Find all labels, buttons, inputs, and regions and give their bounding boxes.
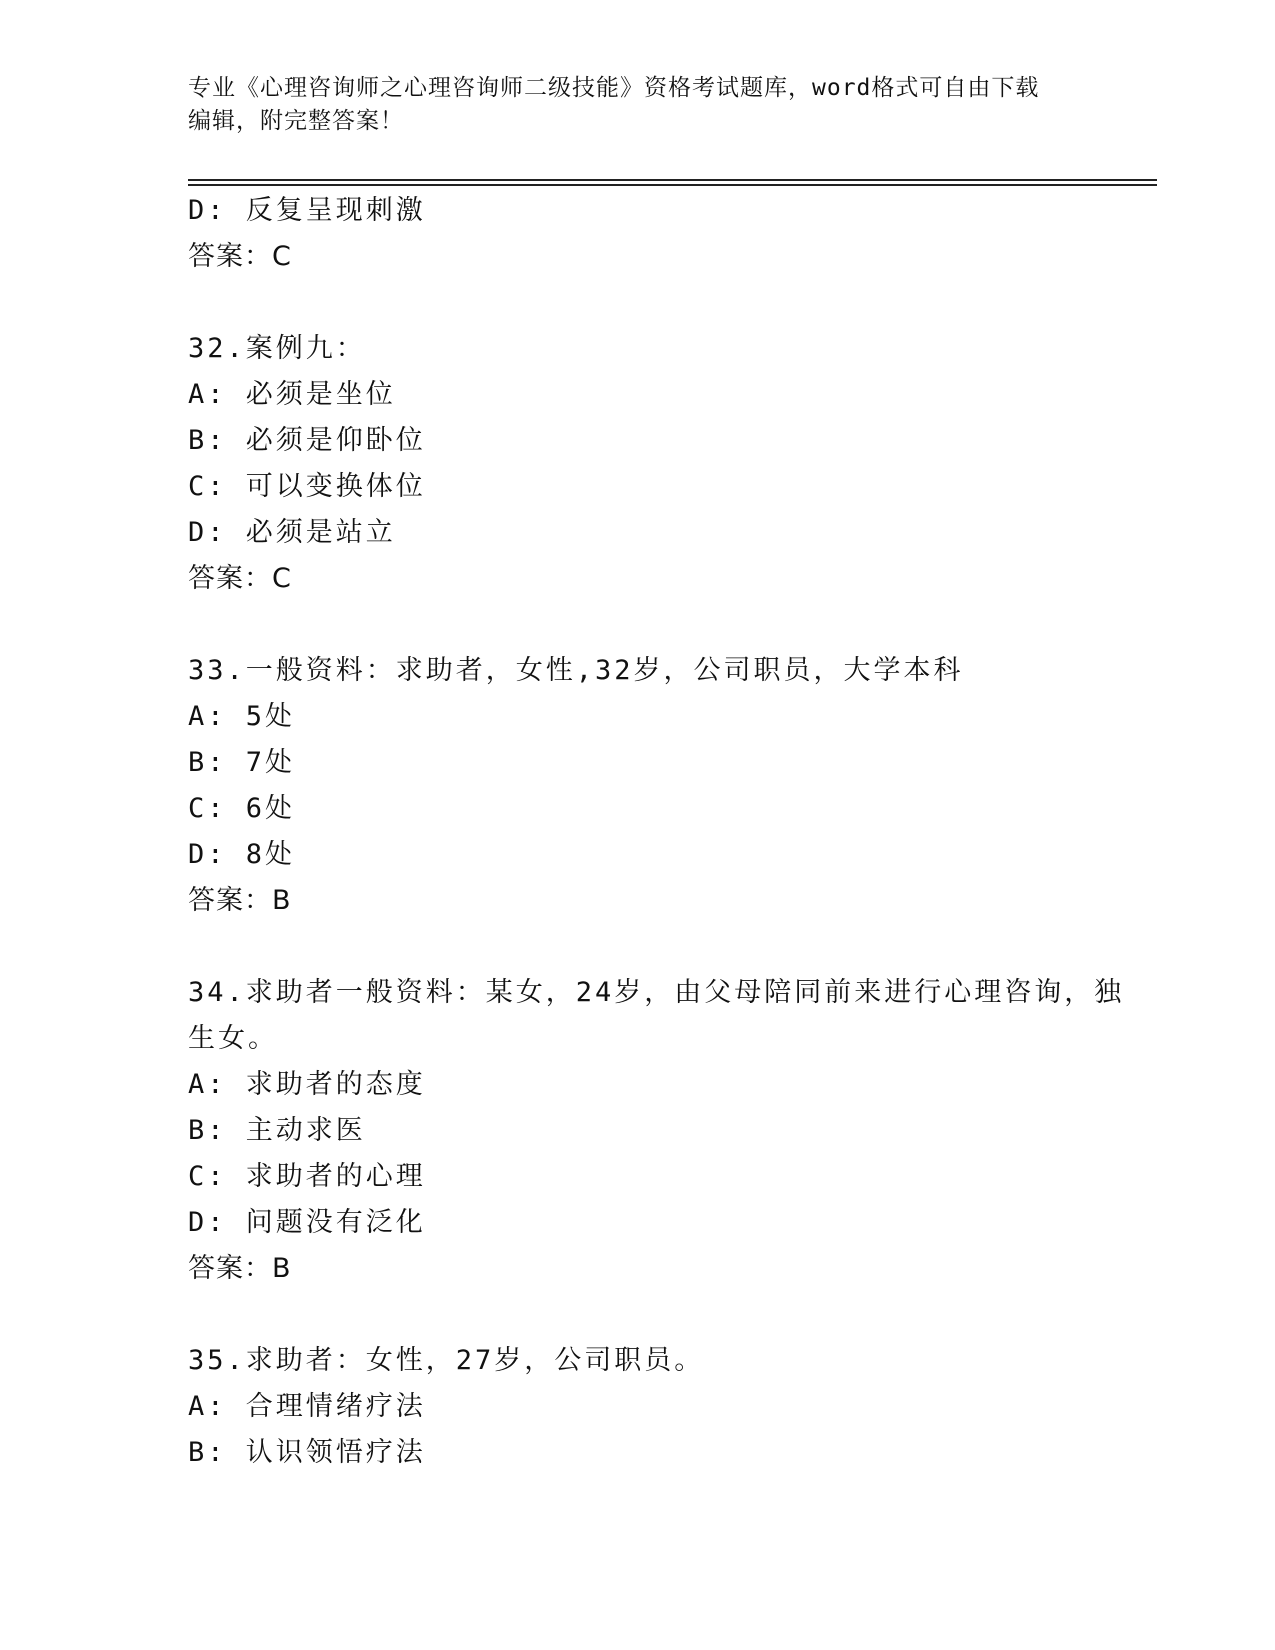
header-line-1: 专业《心理咨询师之心理咨询师二级技能》资格考试题库，word格式可自由下载: [188, 75, 1040, 101]
document-header: [188, 72, 1068, 138]
question-stem: 35.求助者：女性，27岁，公司职员。: [188, 1345, 705, 1376]
option-c: C: 求助者的心理: [188, 1161, 426, 1192]
option-a: A: 5处: [188, 701, 296, 732]
option-b: B: 7处: [188, 747, 296, 778]
option-c: C: 可以变换体位: [188, 471, 426, 502]
option-d: D: 问题没有泛化: [188, 1207, 426, 1238]
question-stem: 32.案例九：: [188, 333, 366, 364]
option-a: A: 求助者的态度: [188, 1069, 426, 1100]
option-b: B: 认识领悟疗法: [188, 1437, 426, 1468]
answer-line: 答案：C: [188, 241, 292, 272]
question-35: [188, 1338, 1088, 1476]
question-stem-line-1: 34.求助者一般资料：某女，24岁，由父母陪同前来进行心理咨询，独: [188, 977, 1125, 1008]
answer-line: 答案：B: [188, 885, 292, 916]
option-a: A: 合理情绪疗法: [188, 1391, 426, 1422]
header-divider-top: [188, 179, 1157, 181]
option-d: D: 必须是站立: [188, 517, 396, 548]
question-list: [188, 188, 1125, 1476]
answer-line: 答案：B: [188, 1253, 292, 1284]
carryover-block: [188, 188, 1088, 280]
answer-line: 答案：C: [188, 563, 292, 594]
option-d: D: 反复呈现刺激: [188, 195, 426, 226]
option-c: C: 6处: [188, 793, 296, 824]
option-a: A: 必须是坐位: [188, 379, 396, 410]
question-33: [188, 648, 1088, 924]
option-d: D: 8处: [188, 839, 296, 870]
question-34: [188, 970, 1125, 1292]
question-stem: 33.一般资料：求助者，女性,32岁，公司职员，大学本科: [188, 655, 964, 686]
option-b: B: 必须是仰卧位: [188, 425, 426, 456]
question-32: [188, 326, 1088, 602]
question-stem-line-2: 生女。: [188, 1023, 278, 1054]
option-b: B: 主动求医: [188, 1115, 366, 1146]
header-divider-bottom: [188, 184, 1157, 186]
header-line-2: 编辑，附完整答案！: [188, 108, 404, 134]
